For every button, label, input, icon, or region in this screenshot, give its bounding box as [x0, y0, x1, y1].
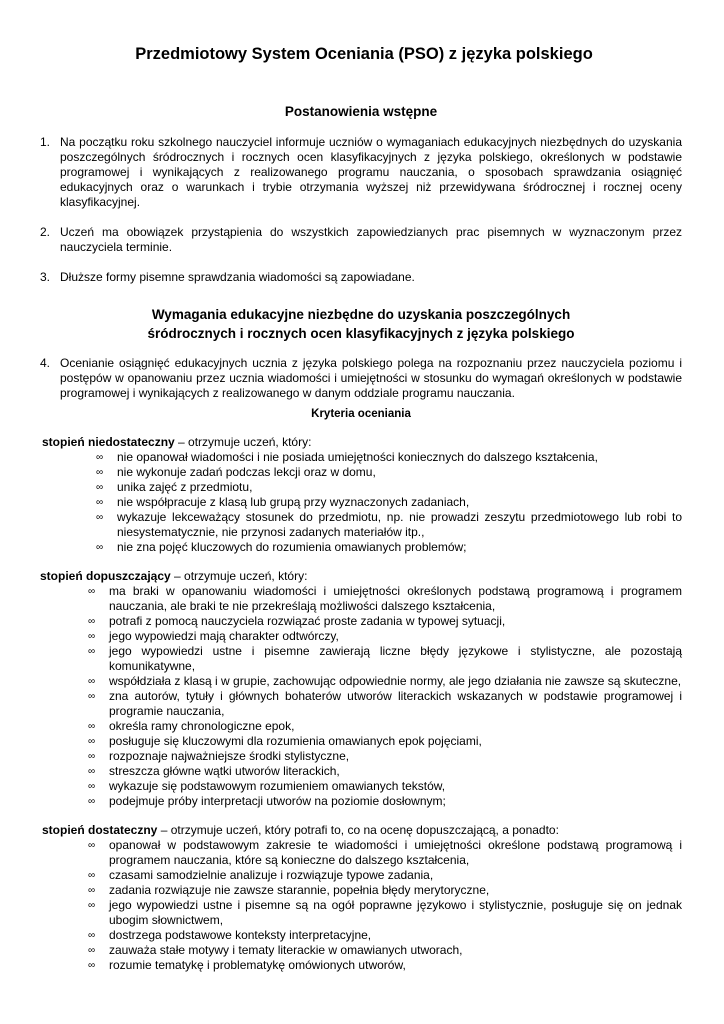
item-number: 4. — [40, 356, 51, 370]
grade-name: stopień dopuszczający — [40, 569, 171, 583]
criteria-item — [88, 674, 682, 689]
criteria-item — [88, 734, 682, 749]
item-text: Dłuższe formy pisemne sprawdzania wiadomości są zapowiadane. — [60, 270, 415, 284]
criteria-text: jego wypowiedzi ustne i pisemne są na ogół poprawne językowo i stylistycznie, posługuje się on jednak ubogim słownictwem, — [109, 898, 682, 927]
criteria-text: dostrzega podstawowe konteksty interpretacyjne, — [109, 928, 372, 942]
criteria-text: zna autorów, tytuły i głównych bohaterów utworów literackich wskazanych w podstawie programowej i programie nauczania, — [109, 689, 682, 718]
criteria-text: streszcza główne wątki utworów literackich, — [109, 764, 340, 778]
grade-name: stopień dostateczny — [42, 823, 158, 837]
bullet-infinity-icon: ∞ — [88, 751, 96, 762]
criteria-title: Kryteria oceniania — [311, 408, 411, 420]
criteria-item — [88, 584, 682, 614]
criteria-item — [88, 779, 682, 794]
grade-suffix: – otrzymuje uczeń, który: — [174, 435, 312, 449]
bullet-infinity-icon: ∞ — [96, 497, 104, 508]
criteria-text: ma braki w opanowaniu wiadomości i umiejętności określonych podstawą programową i programem nauczania, ale braki te nie przekreślają możliwości dalszego kształcenia, — [109, 584, 682, 613]
criteria-text: rozpoznaje najważniejsze środki stylistyczne, — [109, 749, 350, 763]
grade-criteria-list — [40, 838, 682, 973]
bullet-infinity-icon: ∞ — [96, 452, 104, 463]
criteria-item — [88, 614, 682, 629]
criteria-text: opanował w podstawowym zakresie te wiadomości i umiejętności określone podstawą programową i programem nauczania, które są konieczne do dalszego kształcenia, — [109, 838, 682, 867]
grade-suffix: – otrzymuje uczeń, który potrafi to, co na ocenę dopuszczającą, a ponadto: — [157, 823, 559, 837]
bullet-infinity-icon: ∞ — [96, 467, 104, 478]
bullet-infinity-icon: ∞ — [88, 885, 96, 896]
criteria-item — [88, 644, 682, 674]
criteria-text: posługuje się kluczowymi dla rozumienia omawianych epok pojęciami, — [109, 734, 482, 748]
grade-heading — [40, 435, 682, 450]
intro-list — [40, 135, 682, 285]
bullet-infinity-icon: ∞ — [88, 870, 96, 881]
section-title-requirements — [40, 305, 682, 343]
numbered-item — [40, 356, 682, 401]
bullet-infinity-icon: ∞ — [88, 721, 96, 732]
criteria-text: współdziała z klasą i w grupie, zachowując odpowiednie normy, ale jego działania nie zawsze są skuteczne, — [109, 674, 682, 688]
criteria-item — [96, 480, 682, 495]
section-title-preliminary: Postanowienia wstępne — [284, 104, 438, 119]
criteria-item — [88, 764, 682, 779]
criteria-text: jego wypowiedzi mają charakter odtwórczy, — [109, 629, 339, 643]
criteria-item — [88, 868, 682, 883]
item-number: 2. — [40, 225, 51, 239]
bullet-infinity-icon: ∞ — [88, 676, 96, 687]
bullet-infinity-icon: ∞ — [88, 945, 96, 956]
criteria-item — [88, 928, 682, 943]
criteria-text: nie zna pojęć kluczowych do rozumienia omawianych problemów; — [117, 540, 467, 554]
criteria-text: rozumie tematykę i problematykę omówionych utworów, — [109, 958, 406, 972]
bullet-infinity-icon: ∞ — [96, 542, 104, 553]
criteria-item — [96, 540, 682, 555]
criteria-text: nie opanował wiadomości i nie posiada umiejętności koniecznych do dalszego kształcenia, — [117, 450, 598, 464]
bullet-infinity-icon: ∞ — [88, 766, 96, 777]
criteria-item — [88, 689, 682, 719]
numbered-item — [40, 225, 682, 255]
grade-criteria-list — [40, 450, 682, 555]
grade-suffix: – otrzymuje uczeń, który: — [170, 569, 308, 583]
grade-block-dostateczny — [40, 823, 682, 973]
bullet-infinity-icon: ∞ — [96, 482, 104, 493]
bullet-infinity-icon: ∞ — [88, 646, 96, 657]
criteria-item — [88, 629, 682, 644]
item-text: Ocenianie osiągnięć edukacyjnych ucznia z języka polskiego polega na rozpoznaniu przez nauczyciela poziomu i postępów w opanowaniu przez ucznia wiadomości i umiejętności w stosunku do wymagań określonych w podstawie programowej i wynikających z realizowanego w danym oddziale programu nauczania. — [60, 356, 682, 400]
document-title: Przedmiotowy System Oceniania (PSO) z języka polskiego — [135, 45, 593, 63]
bullet-infinity-icon: ∞ — [88, 900, 96, 911]
bullet-infinity-icon: ∞ — [88, 736, 96, 747]
criteria-text: zadania rozwiązuje nie zawsze starannie, popełnia błędy merytoryczne, — [109, 883, 490, 897]
criteria-item — [88, 883, 682, 898]
criteria-text: nie współpracuje z klasą lub grupą przy wyznaczonych zadaniach, — [117, 495, 470, 509]
item-text: Na początku roku szkolnego nauczyciel informuje uczniów o wymaganiach edukacyjnych niezbędnych do uzyskania poszczególnych śródrocznych i rocznych ocen klasyfikacyjnych z języka polskiego, określonych w podstawie programowej i wynikających z realizowanego programu nauczania, o sposobach sprawdzania osiągnięć edukacyjnych oraz o warunkach i trybie otrzymania wyższej niż przewidywana śródrocznej i rocznej oceny klasyfikacyjnej. — [60, 135, 682, 209]
item-text: Uczeń ma obowiązek przystąpienia do wszystkich zapowiedzianych prac pisemnych w wyznaczonym przez nauczyciela terminie. — [60, 225, 682, 254]
bullet-infinity-icon: ∞ — [96, 512, 104, 523]
criteria-text: czasami samodzielnie analizuje i rozwiązuje typowe zadania, — [109, 868, 434, 882]
bullet-infinity-icon: ∞ — [88, 691, 96, 702]
criteria-text: zauważa stałe motywy i tematy literackie w omawianych utworach, — [109, 943, 463, 957]
bullet-infinity-icon: ∞ — [88, 796, 96, 807]
item-number: 1. — [40, 135, 51, 149]
criteria-item — [88, 838, 682, 868]
criteria-item — [88, 794, 682, 809]
section-title-line: śródrocznych i rocznych ocen klasyfikacyjnych z języka polskiego — [147, 326, 575, 341]
criteria-text: nie wykonuje zadań podczas lekcji oraz w domu, — [117, 465, 376, 479]
criteria-text: określa ramy chronologiczne epok, — [109, 719, 295, 733]
criteria-item — [96, 510, 682, 540]
criteria-text: unika zajęć z przedmiotu, — [117, 480, 253, 494]
criteria-item — [88, 749, 682, 764]
criteria-text: jego wypowiedzi ustne i pisemne zawierają liczne błędy językowe i stylistyczne, ale pozostają komunikatywne, — [109, 644, 682, 673]
criteria-text: podejmuje próby interpretacji utworów na poziomie dosłownym; — [109, 794, 446, 808]
bullet-infinity-icon: ∞ — [88, 840, 96, 851]
criteria-item — [88, 943, 682, 958]
criteria-item — [96, 465, 682, 480]
criteria-item — [96, 450, 682, 465]
grade-heading — [40, 569, 682, 584]
numbered-item — [40, 135, 682, 210]
criteria-text: wykazuje lekceważący stosunek do przedmiotu, np. nie prowadzi zeszytu przedmiotowego lub robi to niesystematycznie, nie przynosi zadanych materiałów itp., — [117, 510, 682, 539]
bullet-infinity-icon: ∞ — [88, 781, 96, 792]
criteria-item — [88, 958, 682, 973]
numbered-item — [40, 270, 682, 285]
criteria-item — [88, 719, 682, 734]
item-number: 3. — [40, 270, 51, 284]
bullet-infinity-icon: ∞ — [88, 631, 96, 642]
bullet-infinity-icon: ∞ — [88, 930, 96, 941]
bullet-infinity-icon: ∞ — [88, 960, 96, 971]
grade-block-niedostateczny — [40, 435, 682, 555]
criteria-text: potrafi z pomocą nauczyciela rozwiązać proste zadania w typowej sytuacji, — [109, 614, 506, 628]
grade-heading — [40, 823, 682, 838]
grade-criteria-list — [40, 584, 682, 809]
criteria-item — [88, 898, 682, 928]
section-title-line: Wymagania edukacyjne niezbędne do uzyskania poszczególnych — [151, 307, 571, 322]
bullet-infinity-icon: ∞ — [88, 616, 96, 627]
criteria-item — [96, 495, 682, 510]
bullet-infinity-icon: ∞ — [88, 586, 96, 597]
criteria-text: wykazuje się podstawowym rozumieniem omawianych tekstów, — [109, 779, 446, 793]
grade-block-dopuszczajacy — [40, 569, 682, 809]
grade-name: stopień niedostateczny — [42, 435, 175, 449]
